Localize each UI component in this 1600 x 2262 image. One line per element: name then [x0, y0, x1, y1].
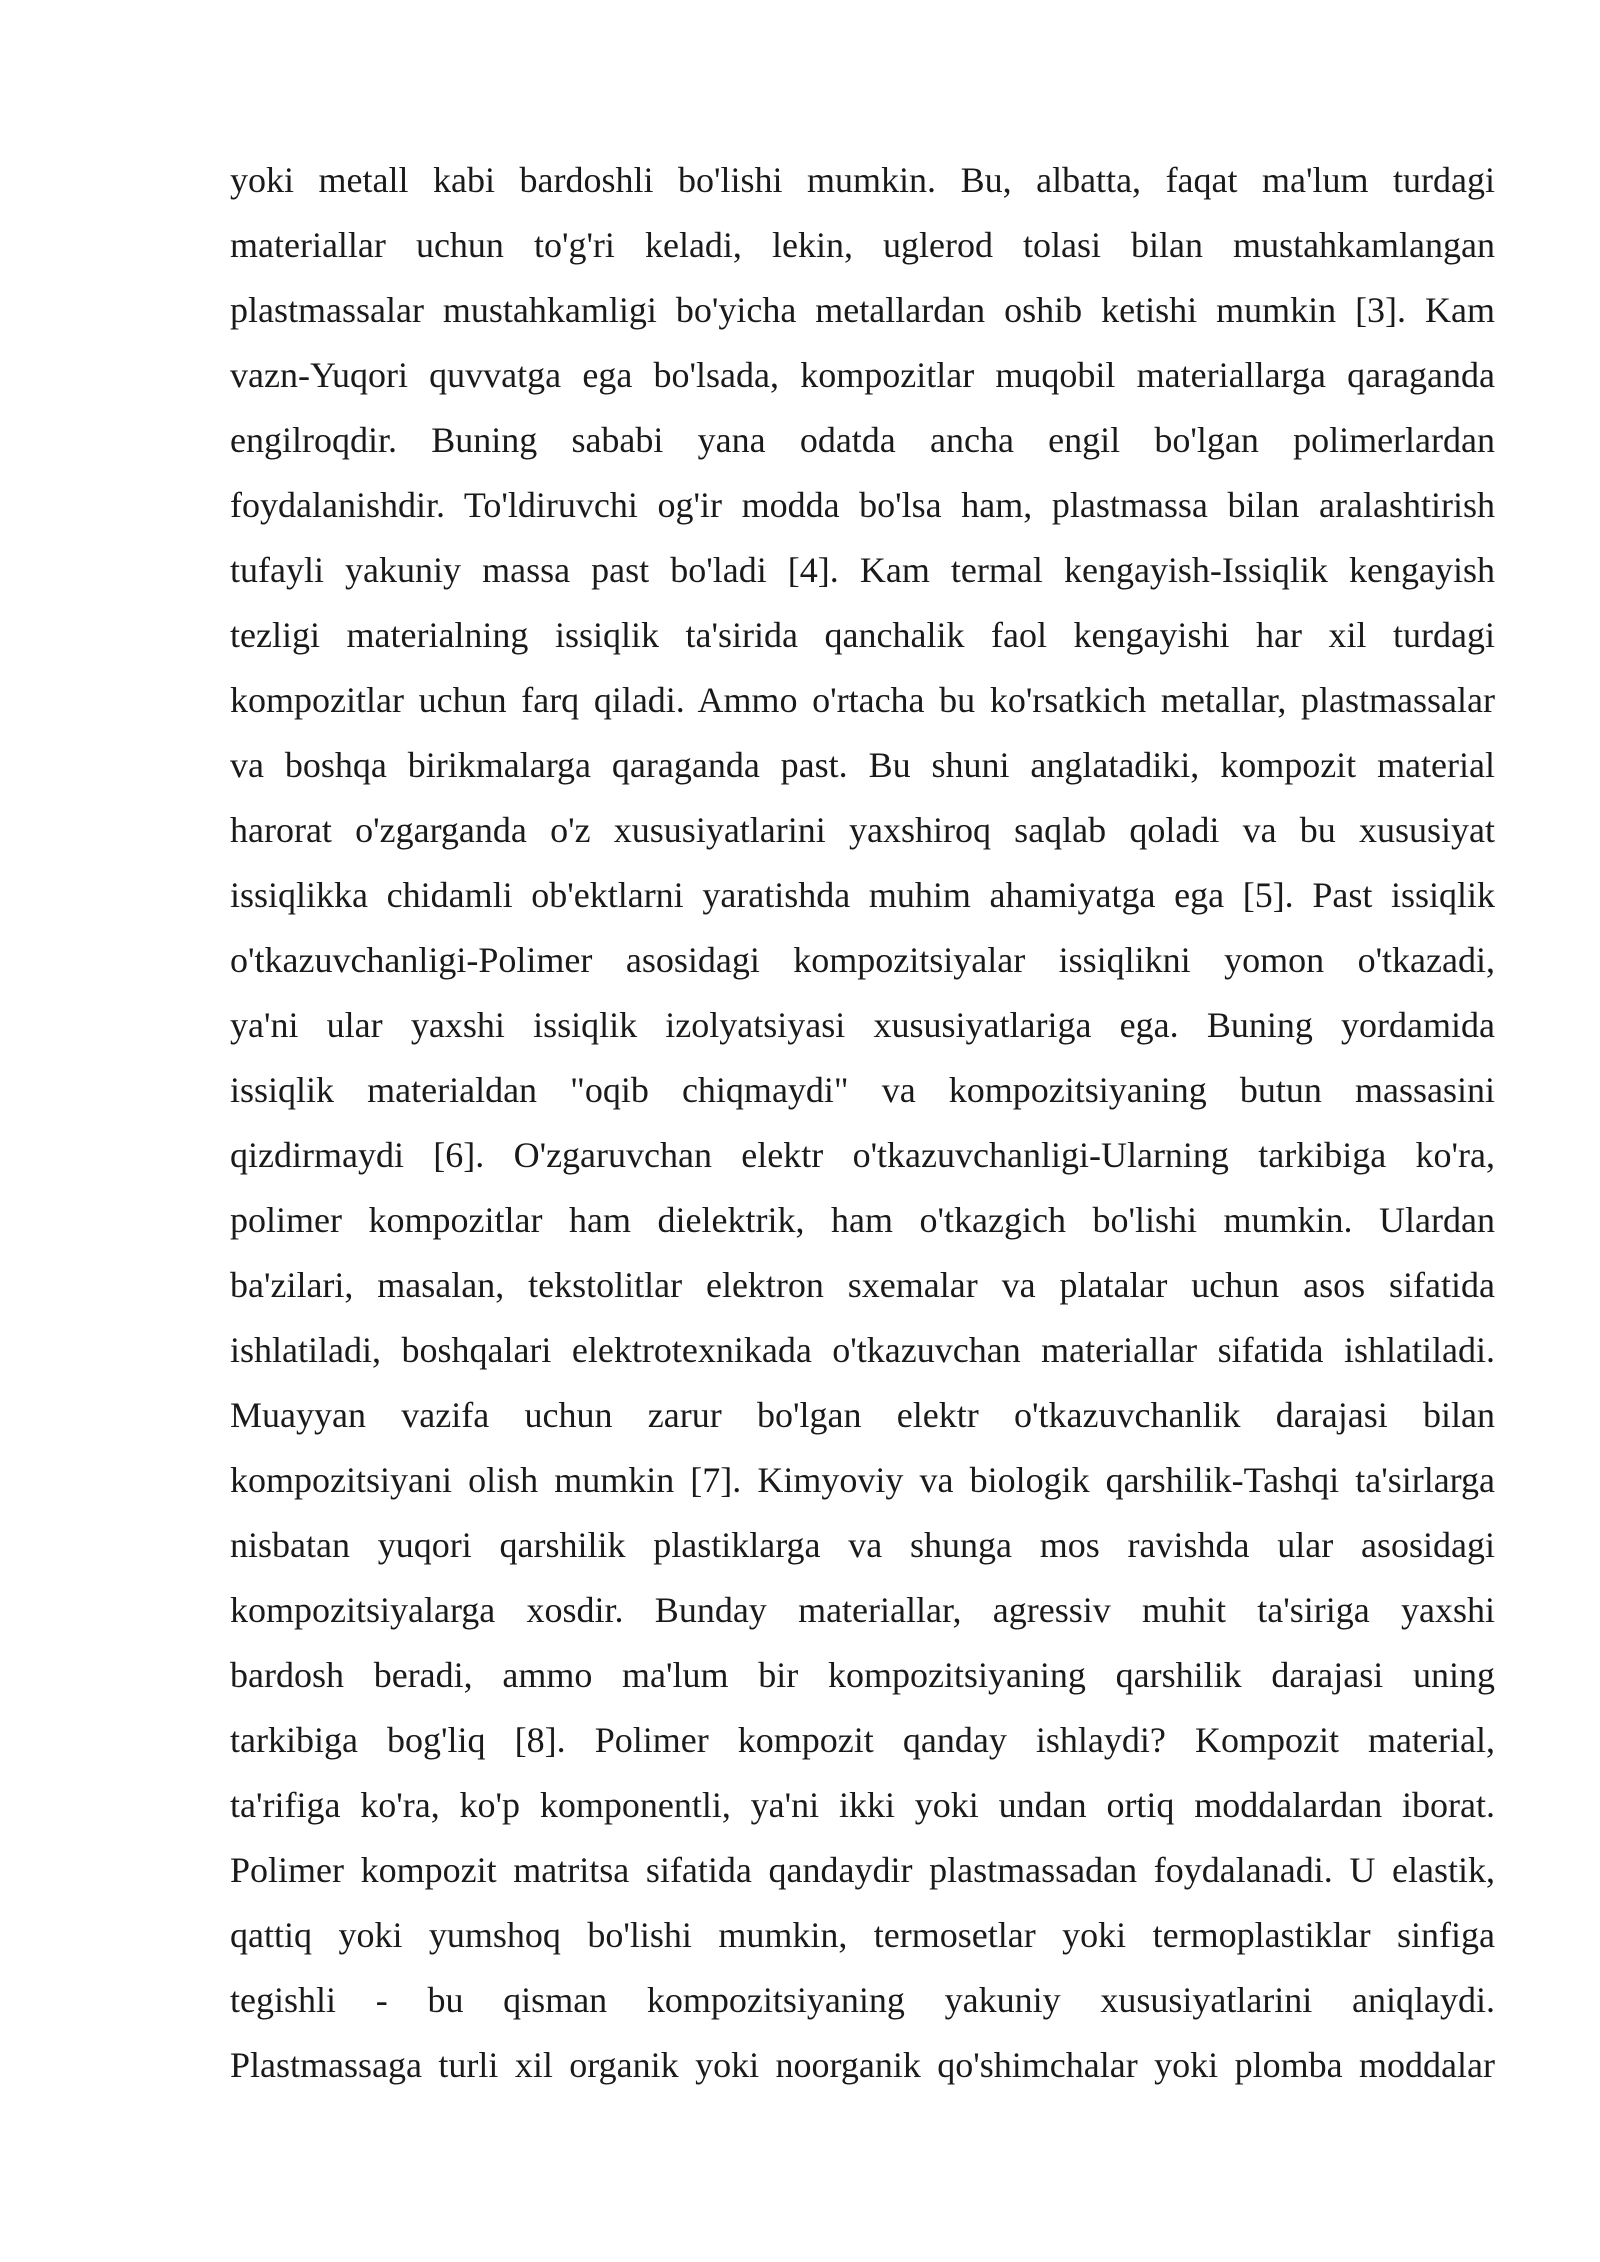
text-line: issiqlik materialdan "oqib chiqmaydi" va kompozitsiyaning butun massasini [230, 1070, 1495, 1110]
text-line: va boshqa birikmalarga qaraganda past. Bu shuni anglatadiki, kompozit material [230, 745, 1495, 785]
text-line: yoki metall kabi bardoshli bo'lishi mumkin. Bu, albatta, faqat ma'lum turdagi [230, 160, 1495, 200]
text-line: kompozitsiyalarga xosdir. Bunday materiallar, agressiv muhit ta'siriga yaxshi [230, 1590, 1495, 1630]
text-line: kompozitsiyani olish mumkin [7]. Kimyoviy va biologik qarshilik-Tashqi ta'sirlarga [230, 1460, 1495, 1500]
text-line: ishlatiladi, boshqalari elektrotexnikada o'tkazuvchan materiallar sifatida ishlatiladi. [230, 1330, 1495, 1370]
text-line: bardosh beradi, ammo ma'lum bir kompozitsiyaning qarshilik darajasi uning [230, 1655, 1495, 1695]
text-line: polimer kompozitlar ham dielektrik, ham o'tkazgich bo'lishi mumkin. Ulardan [230, 1200, 1495, 1240]
text-line: issiqlikka chidamli ob'ektlarni yaratishda muhim ahamiyatga ega [5]. Past issiqlik [230, 875, 1495, 915]
text-line: harorat o'zgarganda o'z xususiyatlarini yaxshiroq saqlab qoladi va bu xususiyat [230, 810, 1495, 850]
text-line: qattiq yoki yumshoq bo'lishi mumkin, termosetlar yoki termoplastiklar sinfiga [230, 1915, 1495, 1955]
text-line: nisbatan yuqori qarshilik plastiklarga va shunga mos ravishda ular asosidagi [230, 1525, 1495, 1565]
text-line: ta'rifiga ko'ra, ko'p komponentli, ya'ni ikki yoki undan ortiq moddalardan iborat. [230, 1785, 1495, 1825]
text-line: Muayyan vazifa uchun zarur bo'lgan elektr o'tkazuvchanlik darajasi bilan [230, 1395, 1495, 1435]
text-line: o'tkazuvchanligi-Polimer asosidagi kompozitsiyalar issiqlikni yomon o'tkazadi, [230, 940, 1495, 980]
body-text [230, 148, 1495, 2098]
text-line: qizdirmaydi [6]. O'zgaruvchan elektr o'tkazuvchanligi-Ularning tarkibiga ko'ra, [230, 1135, 1495, 1175]
text-line: kompozitlar uchun farq qiladi. Ammo o'rtacha bu ko'rsatkich metallar, plastmassalar [230, 680, 1495, 720]
text-line: vazn-Yuqori quvvatga ega bo'lsada, kompozitlar muqobil materiallarga qaraganda [230, 355, 1495, 395]
text-line: tarkibiga bog'liq [8]. Polimer kompozit qanday ishlaydi? Kompozit material, [230, 1720, 1495, 1760]
text-line: plastmassalar mustahkamligi bo'yicha metallardan oshib ketishi mumkin [3]. Kam [230, 290, 1495, 330]
text-line: Polimer kompozit matritsa sifatida qandaydir plastmassadan foydalanadi. U elastik, [230, 1850, 1495, 1890]
text-line: foydalanishdir. To'ldiruvchi og'ir modda bo'lsa ham, plastmassa bilan aralashtirish [230, 485, 1495, 525]
text-line: tufayli yakuniy massa past bo'ladi [4]. Kam termal kengayish-Issiqlik kengayish [230, 550, 1495, 590]
text-line: tezligi materialning issiqlik ta'sirida qanchalik faol kengayishi har xil turdagi [230, 615, 1495, 655]
text-line: ya'ni ular yaxshi issiqlik izolyatsiyasi xususiyatlariga ega. Buning yordamida [230, 1005, 1495, 1045]
text-line: tegishli - bu qisman kompozitsiyaning yakuniy xususiyatlarini aniqlaydi. [230, 1980, 1495, 2020]
text-line: materiallar uchun to'g'ri keladi, lekin, uglerod tolasi bilan mustahkamlangan [230, 225, 1495, 265]
text-line: ba'zilari, masalan, tekstolitlar elektron sxemalar va platalar uchun asos sifatida [230, 1265, 1495, 1305]
text-line: Plastmassaga turli xil organik yoki noorganik qo'shimchalar yoki plomba moddalar [230, 2045, 1495, 2085]
text-line: engilroqdir. Buning sababi yana odatda ancha engil bo'lgan polimerlardan [230, 420, 1495, 460]
